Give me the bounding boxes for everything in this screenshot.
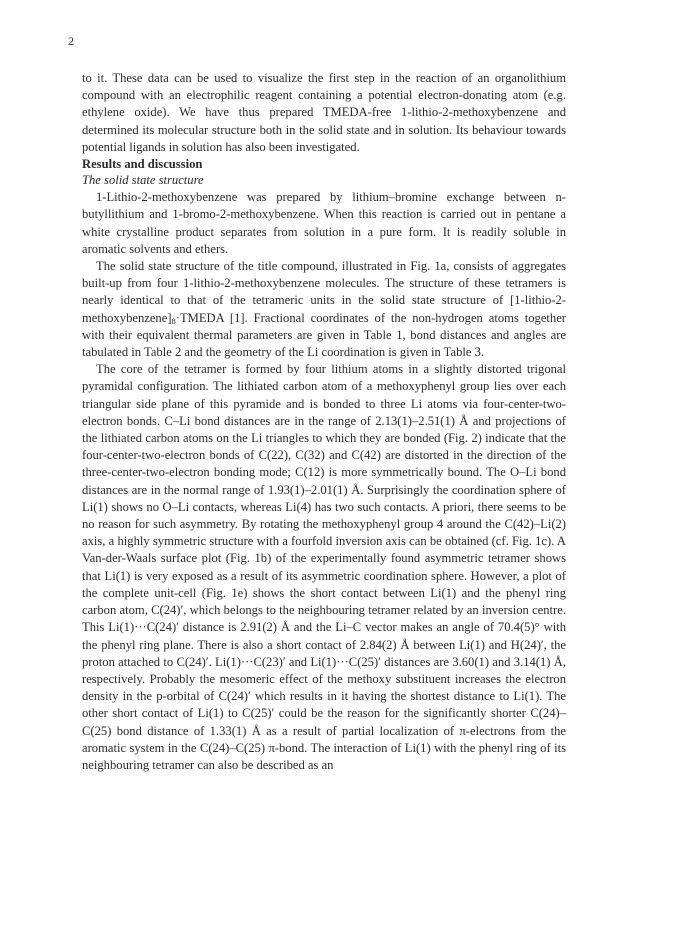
page-number: 2 — [68, 34, 74, 48]
intro-paragraph: to it. These data can be used to visualize the first step in the reaction of an organolithium compound with an electrophilic reagent containing a potential electron-donating atom (e.g. ethylene oxide). We have thus prepared TMEDA-free 1-lithio-2-methoxybenzene and determined its molecular structure both in the solid state and in solution. Its behaviour towards potential ligands in solution has also been investigated. — [82, 71, 566, 154]
paragraph-tetramer-core: The core of the tetramer is formed by four lithium atoms in a slightly distorted trigonal pyramidal configuration. The lithiated carbon atom of a methoxyphenyl group lies over each triangular side plane of this pyramide and is bonded to three Li atoms via four-center-two-electron bonds. C–Li bond distances are in the range of 2.13(1)–2.51(1) Å and projections of the lithiated carbon atoms on the Li triangles to which they are bonded (Fig. 2) indicate that the four-center-two-electron bonds of C(22), C(32) and C(42) are distorted in the direction of the three-center-two-electron bonding mode; C(12) is more symmetrically bound. The O–Li bond distances are in the normal range of 1.93(1)–2.01(1) Å. Surprisingly the coordination sphere of Li(1) shows no O–Li contacts, whereas Li(4) has two such contacts. A priori, there seems to be no reason for such asymmetry. By rotating the methoxyphenyl group 4 around the C(42)–Li(2) axis, a highly symmetric structure with a fourfold inversion axis can be obtained (cf. Fig. 1c). A Van-der-Waals surface plot (Fig. 1b) of the experimentally found asymmetric tetramer shows that Li(1) is very exposed as a result of its asymmetric coordination sphere. However, a plot of the complete unit-cell (Fig. 1e) shows the short contact between Li(1) and the phenyl ring carbon atom, C(24)′, which belongs to the neighbouring tetramer related by an inversion centre. This Li(1)···C(24)′ distance is 2.91(2) Å and the Li–C vector makes an angle of 70.4(5)° with the phenyl ring plane. There is also a short contact of 2.84(2) Å between Li(1) and H(24)′, the proton attached to C(24)′. Li(1)···C(23)′ and Li(1)···C(25)′ distances are 3.60(1) and 3.14(1) Å, respectively. Probably the mesomeric effect of the methoxy substituent increases the electron density in the p-orbital of C(24)′ which results in it having the shortest distance to Li(1). The other short contact of Li(1) to C(25)′ could be the reason for the significantly shorter C(24)–C(25) bond distance of 1.33(1) Å as a result of partial localization of π-electrons from the aromatic system in the C(24)–C(25) π-bond. The interaction of Li(1) with the phenyl ring of its neighbouring tetramer can also be described as an — [82, 362, 566, 772]
section-heading: Results and discussion — [82, 157, 203, 172]
article-body — [82, 70, 566, 774]
subscript: 8 — [171, 315, 176, 326]
paragraph-solid-state — [82, 258, 566, 361]
subsection-heading: The solid state structure — [82, 173, 204, 188]
paragraph-text: ·TMEDA [1]. Fractional coordinates of the non-hydrogen atoms together with their equivalent thermal parameters are given in Table 1, bond distances and angles are tabulated in Table 2 and the geometry of the Li coordination is given in Table 3. — [82, 310, 566, 360]
paragraph-preparation: 1-Lithio-2-methoxybenzene was prepared by lithium–bromine exchange between n-butyllithium and 1-bromo-2-methoxybenzene. When this reaction is carried out in pentane a white crystalline product separates from solution in a pure form. It is readily soluble in aromatic solvents and ethers. — [82, 190, 566, 256]
paragraph-text: The solid state structure of the title compound, illustrated in Fig. 1a, consists of aggregates built-up from four 1-lithio-2-methoxybenzene molecules. The structure of these tetramers is nearly identical to that of the tetrameric units in the solid state structure of [1-lithio-2-methoxybenzene] — [82, 259, 566, 325]
